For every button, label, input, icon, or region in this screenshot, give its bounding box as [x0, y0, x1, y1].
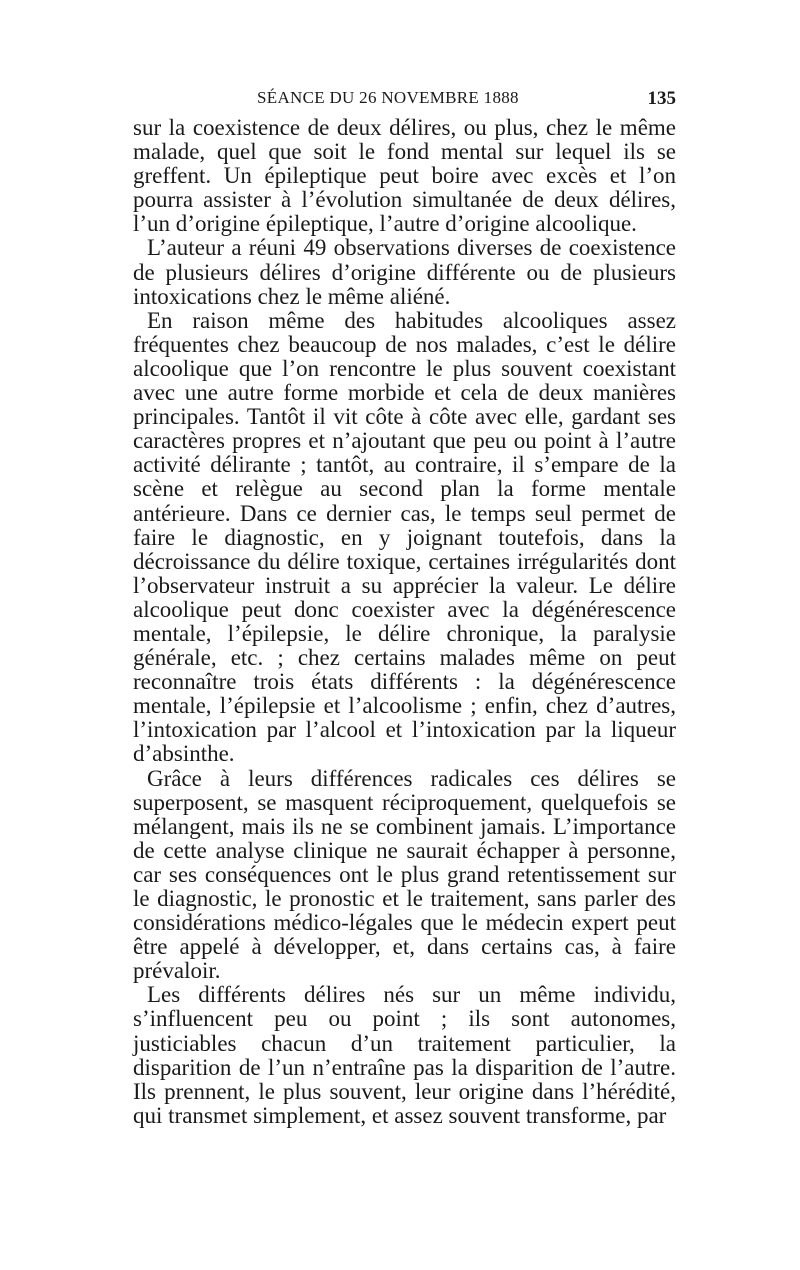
paragraph: L’auteur a réuni 49 observations diverses de coexistence de plusieurs délires d’origine différente ou de plusieurs intoxications chez le même aliéné.: [133, 235, 676, 309]
paragraph-continuation: sur la coexistence de deux délires, ou plus, chez le même malade, quel que soit le fond mental sur lequel ils se greffent. Un épileptique peut boire avec excès et l’on pourra assister à l’évolution simultanée de deux délires, l’un d’origine épileptique, l’autre d’origine alcoolique.: [133, 115, 676, 237]
paragraph: En raison même des habitudes alcooliques assez fréquentes chez beaucoup de nos malades, c’est le délire alcoolique que l’on rencontre le plus souvent coexistant avec une autre forme morbide et cela de deux manières principales. Tantôt il vit côte à côte avec elle, gardant ses caractères propres et n’ajoutant que peu ou point à l’autre activité délirante ; tantôt, au contraire, il s’empare de la scène et relègue au second plan la forme mentale antérieure. Dans ce dernier cas, le temps seul permet de faire le diagnostic, en y joignant toutefois, dans la décroissance du délire toxique, certaines irrégularités dont l’observateur instruit a su apprécier la valeur. Le délire alcoolique peut donc coexister avec la dégénérescence mentale, l’épilepsie, le délire chronique, la paralysie générale, etc. ; chez certains malades même on peut reconnaître trois états différents : la dégénérescence mentale, l’épilepsie et l’alcoolisme ; enfin, chez d’autres, l’intoxication par l’alcool et l’intoxication par la liqueur d’absinthe.: [133, 307, 676, 767]
running-title: SÉANCE DU 26 NOVEMBRE 1888: [257, 88, 519, 107]
running-head: [133, 88, 676, 116]
body-text: [133, 116, 676, 1128]
paragraph: Les différents délires nés sur un même individu, s’influencent peu ou point ; ils sont autonomes, justiciables chacun d’un traitement particulier, la disparition de l’un n’entraîne pas la disparition de l’autre. Ils prennent, le plus souvent, leur origine dans l’hérédité, qui transmet simplement, et assez souvent transforme, par: [133, 982, 676, 1128]
paragraph: Grâce à leurs différences radicales ces délires se superposent, se masquent réciproquement, quelquefois se mélangent, mais ils ne se combinent jamais. L’importance de cette analyse clinique ne saurait échapper à personne, car ses conséquences ont le plus grand retentissement sur le diagnostic, le pronostic et le traitement, sans parler des considérations médico-légales que le médecin expert peut être appelé à développer, et, dans certains cas, à faire prévaloir.: [133, 765, 676, 984]
book-page: [133, 88, 676, 1128]
page-number: 135: [647, 88, 676, 109]
